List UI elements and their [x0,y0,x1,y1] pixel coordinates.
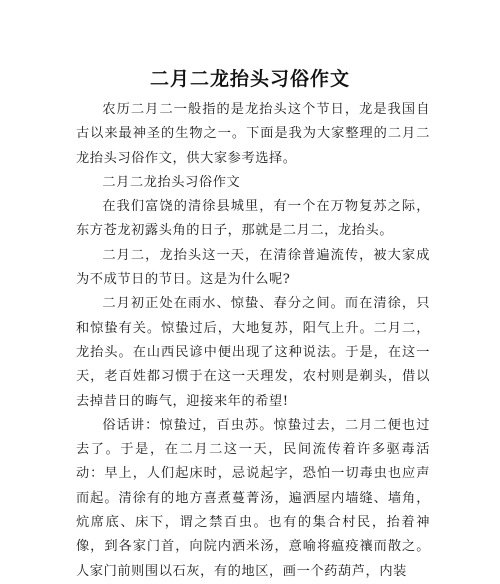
document-body [76,98,430,584]
paragraph-festival-question: 二月二，龙抬头这一天，在清徐普遍流传，被大家成为不成节日的节日。这是为什么呢? [76,247,430,288]
paragraph-customs: 俗话讲：惊蛰过，百虫苏。惊蛰过去，二月二便也过去了。于是，在二月二这一天，民间流传着许多驱毒活动：早上，人们起床时，忌说起字，恐怕一切毒虫也应声而起。清徐有的地方喜煮蔓菁汤，遍洒屋内墙缝、墙角，炕席底、床下，谓之禁百虫。也有的集合村民，抬着神像，到各家门首，向院内洒米汤，意喻将瘟疫禳而散之。人家门前则围以石灰，有的地区，画一个药葫芦，内装 [76,417,430,579]
document-title: 二月二龙抬头习俗作文 [149,68,350,90]
paragraph-intro: 农历二月二一般指的是龙抬头这个节日，龙是我国自古以来最神圣的生物之一。下面是我为大家整理的二月二龙抬头习俗作文，供大家参考选择。 [76,102,430,166]
paragraph-subheading: 二月二龙抬头习俗作文 [102,174,241,190]
paragraph-jingzhe: 二月初正处在雨水、惊蛰、春分之间。而在清徐，只和惊蛰有关。惊蛰过后，大地复苏，阳气上升。二月二，龙抬头。在山西民谚中便出现了这种说法。于是，在这一天，老百姓都习惯于在这一天理发，农村则是剃头，借以去掉昔日的晦气，迎接来年的希望! [76,296,430,409]
paragraph-qingxu-city: 在我们富饶的清徐县城里，有一个在万物复苏之际，东方苍龙初露头角的日子，那就是二月二，龙抬头。 [76,199,430,239]
